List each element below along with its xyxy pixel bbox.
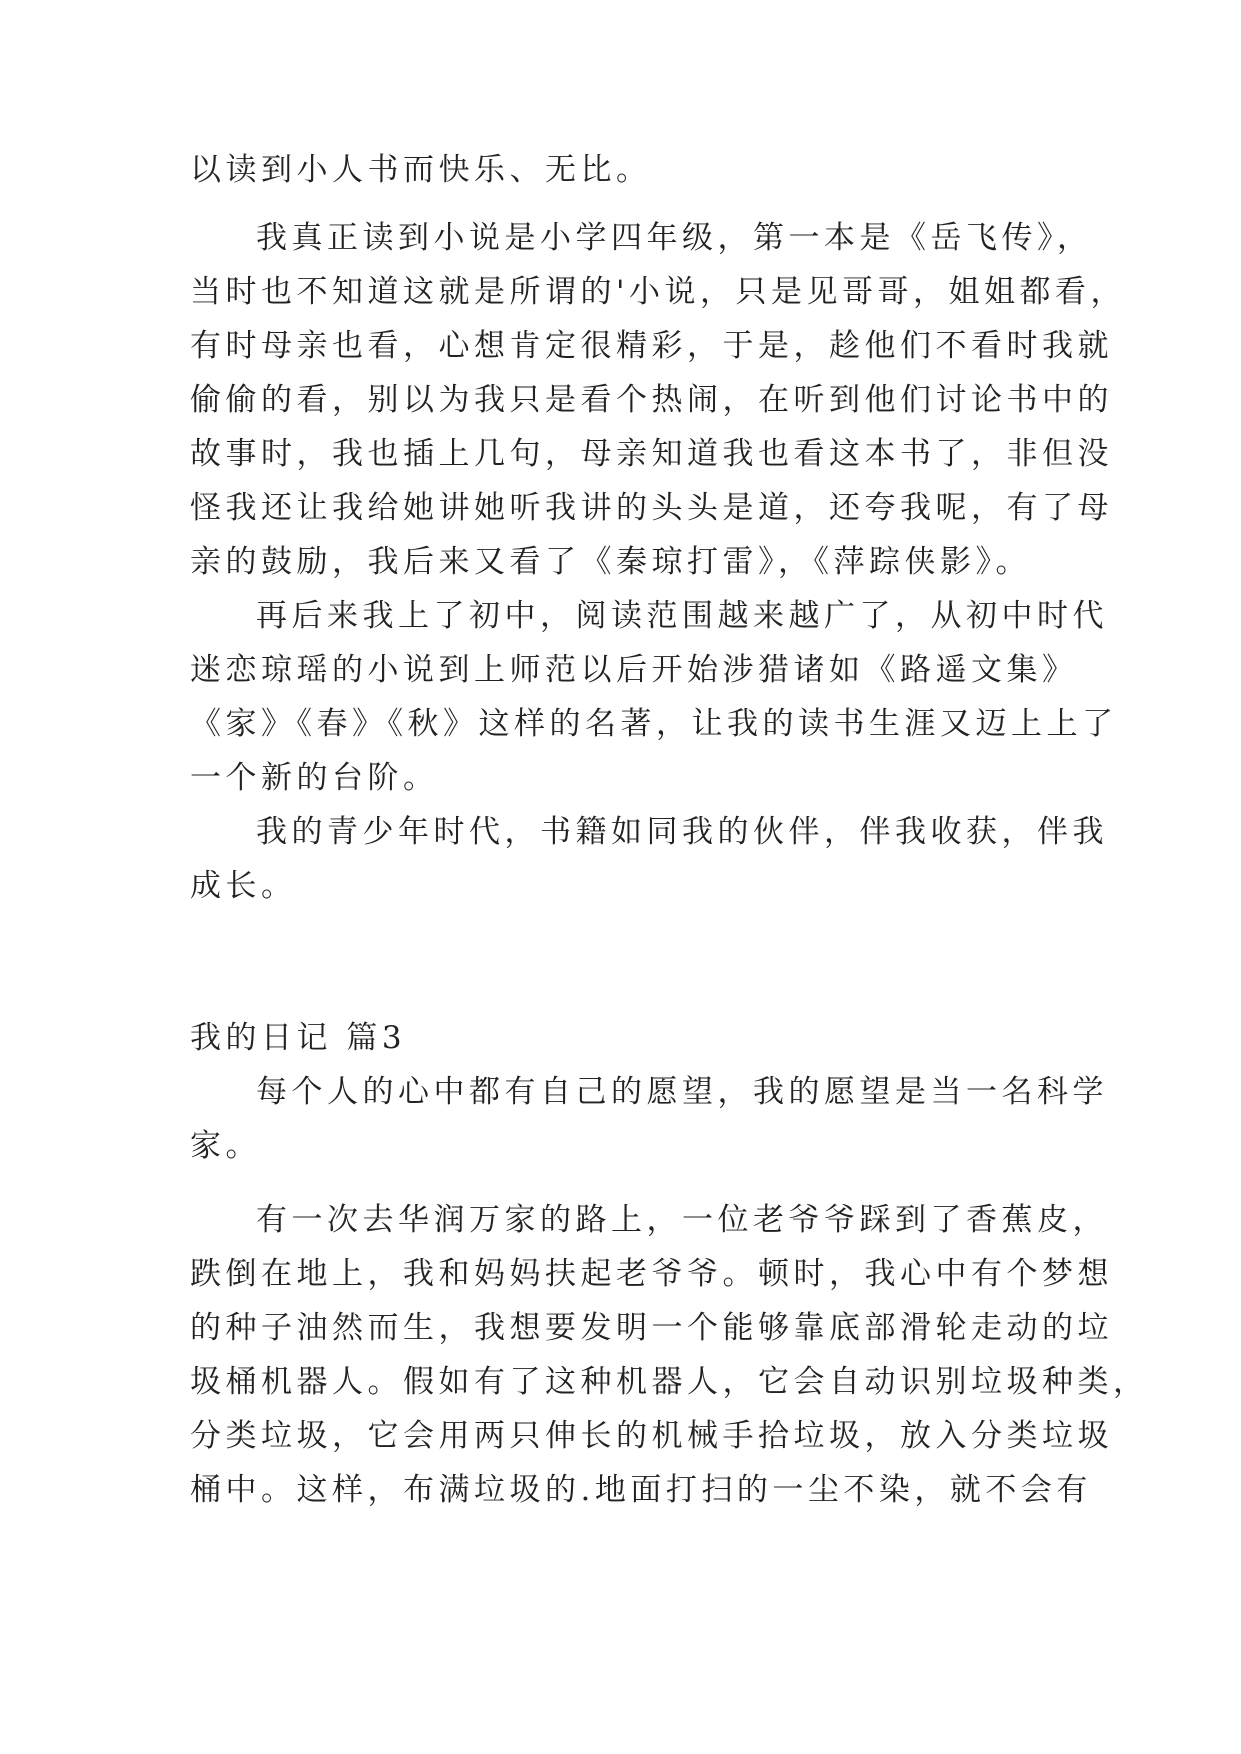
text-line: 圾桶机器人。假如有了这种机器人，它会自动识别垃圾种类， [190, 1364, 1149, 1400]
text-line: 以读到小人书而快乐、无比。 [190, 152, 652, 188]
text-line: 迷恋琼瑶的小说到上师范以后开始涉猎诸如《路遥文集》 [190, 652, 1078, 688]
text-line: 亲的鼓励，我后来又看了《秦琼打雷》，《萍踪侠影》。 [190, 544, 1031, 580]
text-line: 有时母亲也看，心想肯定很精彩，于是，趁他们不看时我就 [190, 328, 1113, 364]
paragraph-start-line: 我真正读到小说是小学四年级，第一本是《岳飞传》， [256, 220, 1093, 256]
paragraph-start-line: 再后来我上了初中，阅读范围越来越广了，从初中时代 [256, 598, 1108, 634]
text-line: 桶中。这样，布满垃圾的.地面打扫的一尘不染，就不会有 [190, 1472, 1092, 1508]
paragraph-start-line: 每个人的心中都有自己的愿望，我的愿望是当一名科学 [256, 1074, 1108, 1110]
text-line: 一个新的台阶。 [190, 760, 439, 796]
text-line: 怪我还让我给她讲她听我讲的头头是道，还夸我呢，有了母 [190, 490, 1113, 526]
text-line: 的种子油然而生，我想要发明一个能够靠底部滑轮走动的垃 [190, 1310, 1113, 1346]
text-line: 跌倒在地上，我和妈妈扶起老爷爷。顿时，我心中有个梦想 [190, 1256, 1113, 1292]
text-line: 《家》《春》《秋》这样的名著，让我的读书生涯又迈上上了 [190, 706, 1118, 742]
paragraph-start-line: 我的青少年时代，书籍如同我的伙伴，伴我收获，伴我 [256, 814, 1108, 850]
section-heading: 我的日记 篇3 [190, 1020, 407, 1056]
text-line: 家。 [190, 1128, 261, 1164]
text-line: 故事时，我也插上几句，母亲知道我也看这本书了，非但没 [190, 436, 1113, 472]
text-line: 分类垃圾，它会用两只伸长的机械手拾垃圾，放入分类垃圾 [190, 1418, 1113, 1454]
paragraph-start-line: 有一次去华润万家的路上，一位老爷爷踩到了香蕉皮， [256, 1202, 1108, 1238]
text-line: 偷偷的看，别以为我只是看个热闹，在听到他们讨论书中的 [190, 382, 1113, 418]
text-line: 成长。 [190, 868, 297, 904]
text-line: 当时也不知道这就是所谓的'小说，只是见哥哥，姐姐都看， [190, 274, 1127, 310]
